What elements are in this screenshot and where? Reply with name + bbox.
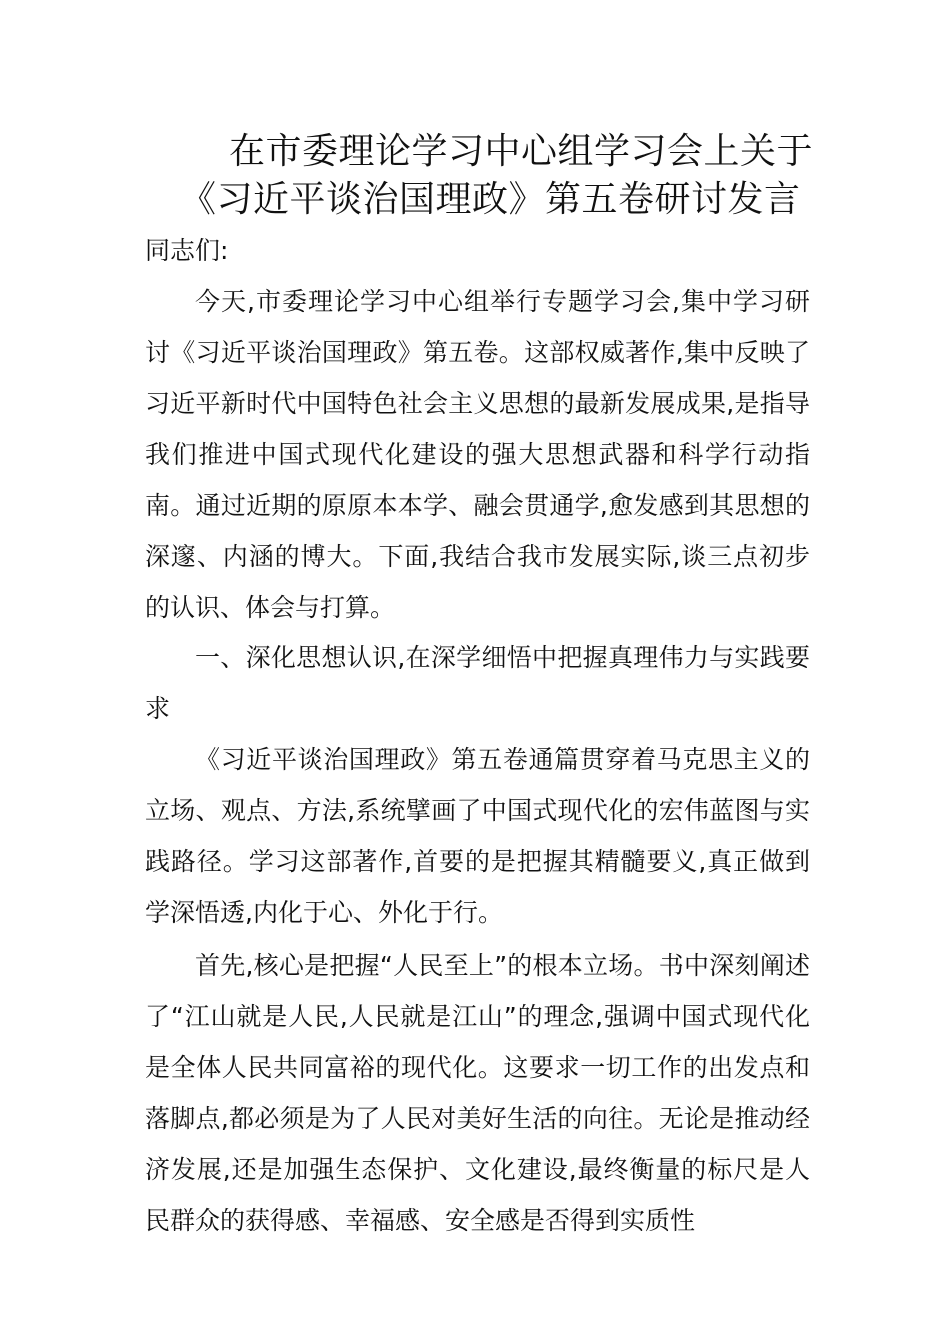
- section-heading-1: 一、深化思想认识,在深学细悟中把握真理伟力与实践要求: [145, 643, 810, 723]
- paragraph-section-1: 《习近平谈治国理政》第五卷通篇贯穿着马克思主义的立场、观点、方法,系统擘画了中国式现代化的宏伟蓝图与实践路径。学习这部著作,首要的是把握其精髓要义,真正做到学深悟透,内化于心、外化于行。: [145, 745, 810, 927]
- salutation: 同志们:: [145, 236, 229, 265]
- paragraph-intro: 今天,市委理论学习中心组举行专题学习会,集中学习研讨《习近平谈治国理政》第五卷。这部权威著作,集中反映了习近平新时代中国特色社会主义思想的最新发展成果,是指导我们推进中国式现代化建设的强大思想武器和科学行动指南。通过近期的原原本本学、融会贯通学,愈发感到其思想的深邃、内涵的博大。下面,我结合我市发展实际,谈三点初步的认识、体会与打算。: [145, 287, 810, 622]
- paragraph-people-first: 首先,核心是把握“人民至上”的根本立场。书中深刻阐述了“江山就是人民,人民就是江山”的理念,强调中国式现代化是全体人民共同富裕的现代化。这要求一切工作的出发点和落脚点,都必须是为了人民对美好生活的向往。无论是推动经济发展,还是加强生态保护、文化建设,最终衡量的标尺是人民群众的获得感、幸福感、安全感是否得到实质性: [145, 951, 810, 1235]
- document-title-line-2: 《习近平谈治国理政》第五卷研讨发言: [180, 179, 801, 220]
- document-title-line-1: 在市委理论学习中心组学习会上关于: [229, 131, 814, 172]
